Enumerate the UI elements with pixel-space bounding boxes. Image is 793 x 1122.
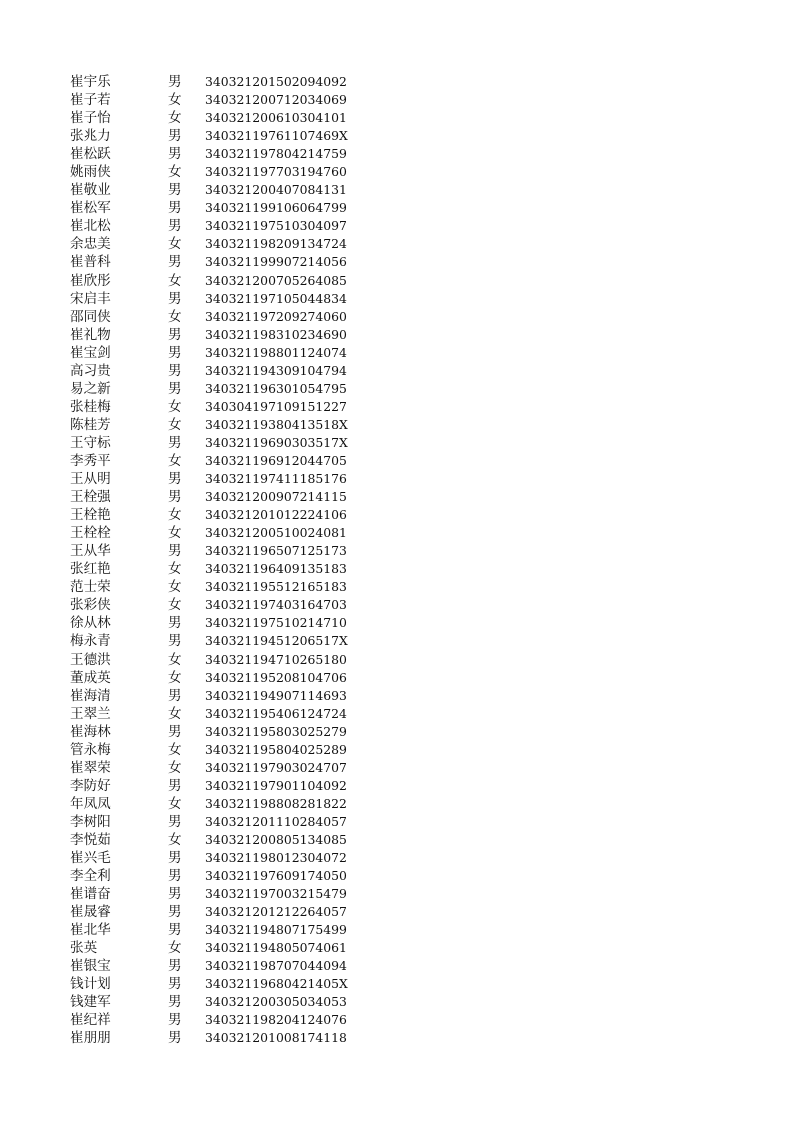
record-id-number: 340321201502094092 xyxy=(205,74,347,89)
record-row xyxy=(0,380,793,398)
record-row xyxy=(0,272,793,290)
record-id-number: 340304197109151227 xyxy=(205,398,347,414)
record-name: 张红艳 xyxy=(70,561,111,578)
record-row xyxy=(0,723,793,741)
record-gender: 男 xyxy=(168,543,182,560)
record-name: 崔晟睿 xyxy=(70,904,111,921)
record-gender: 男 xyxy=(168,904,182,921)
record-name: 崔翠荣 xyxy=(70,759,111,776)
record-gender: 男 xyxy=(168,633,182,650)
record-id-number: 340321194710265180 xyxy=(205,651,347,667)
record-row xyxy=(0,73,793,91)
record-gender: 男 xyxy=(168,128,182,145)
record-row xyxy=(0,416,793,434)
record-gender: 女 xyxy=(168,525,182,542)
record-id-number: 340321197609174050 xyxy=(205,868,347,884)
record-name: 姚雨侠 xyxy=(70,164,111,181)
record-gender: 女 xyxy=(168,669,182,686)
record-row xyxy=(0,344,793,362)
record-id-number: 340321200907214115 xyxy=(205,489,347,505)
record-name: 高习贵 xyxy=(70,362,111,379)
record-row xyxy=(0,181,793,199)
record-gender: 男 xyxy=(168,994,182,1011)
record-name: 崔礼物 xyxy=(70,326,111,343)
record-row xyxy=(0,145,793,163)
record-id-number: 340321200805134085 xyxy=(205,831,347,847)
record-name: 李防好 xyxy=(70,777,111,794)
record-id-number: 340321196301054795 xyxy=(205,380,347,396)
record-gender: 男 xyxy=(168,615,182,632)
record-id-number: 340321197901104092 xyxy=(205,777,347,793)
record-row xyxy=(0,651,793,669)
record-name: 余忠美 xyxy=(70,236,111,253)
record-name: 崔宝剑 xyxy=(70,344,111,361)
record-name: 王翠兰 xyxy=(70,705,111,722)
record-name: 王从明 xyxy=(70,471,111,488)
record-id-number: 340321198310234690 xyxy=(205,326,347,342)
record-id-number: 340321195208104706 xyxy=(205,669,347,685)
record-row xyxy=(0,705,793,723)
record-id-number: 340321195406124724 xyxy=(205,705,347,721)
record-row xyxy=(0,362,793,380)
record-name: 崔敬业 xyxy=(70,182,111,199)
record-row xyxy=(0,975,793,993)
record-row xyxy=(0,939,793,957)
record-gender: 男 xyxy=(168,958,182,975)
record-gender: 男 xyxy=(168,326,182,343)
record-id-number: 34032119380413518X xyxy=(205,416,348,432)
record-id-number: 340321194805074061 xyxy=(205,940,347,956)
record-row xyxy=(0,614,793,632)
record-row xyxy=(0,308,793,326)
record-gender: 女 xyxy=(168,110,182,127)
record-gender: 男 xyxy=(168,74,182,90)
record-row xyxy=(0,109,793,127)
record-gender: 女 xyxy=(168,398,182,415)
record-name: 钱计划 xyxy=(70,976,111,993)
record-id-number: 340321194907114693 xyxy=(205,687,347,703)
record-gender: 男 xyxy=(168,868,182,885)
record-name: 崔银宝 xyxy=(70,958,111,975)
record-id-number: 340321200510024081 xyxy=(205,525,347,541)
record-gender: 女 xyxy=(168,940,182,957)
record-name: 崔兴毛 xyxy=(70,850,111,867)
record-row xyxy=(0,578,793,596)
record-row xyxy=(0,669,793,687)
record-row xyxy=(0,199,793,217)
record-id-number: 340321197903024707 xyxy=(205,759,347,775)
record-gender: 女 xyxy=(168,795,182,812)
record-row xyxy=(0,290,793,308)
record-name: 王守标 xyxy=(70,434,111,451)
record-id-number: 34032119690303517X xyxy=(205,434,348,450)
record-row xyxy=(0,957,793,975)
record-row xyxy=(0,470,793,488)
record-id-number: 340321197804214759 xyxy=(205,146,347,162)
record-name: 崔谱奋 xyxy=(70,886,111,903)
record-gender: 男 xyxy=(168,380,182,397)
record-id-number: 340321196507125173 xyxy=(205,543,347,559)
record-id-number: 34032119761107469X xyxy=(205,128,348,144)
record-row xyxy=(0,741,793,759)
record-id-number: 340321194807175499 xyxy=(205,922,347,938)
record-gender: 男 xyxy=(168,850,182,867)
record-row xyxy=(0,326,793,344)
record-id-number: 340321200705264085 xyxy=(205,272,347,288)
record-gender: 男 xyxy=(168,218,182,235)
record-gender: 女 xyxy=(168,759,182,776)
record-id-number: 340321195803025279 xyxy=(205,723,347,739)
record-id-number: 340321197703194760 xyxy=(205,164,347,180)
record-id-number: 340321197403164703 xyxy=(205,597,347,613)
record-row xyxy=(0,524,793,542)
record-id-number: 34032119680421405X xyxy=(205,976,348,992)
record-name: 崔松军 xyxy=(70,200,111,217)
record-name: 崔子若 xyxy=(70,92,111,109)
record-name: 张兆力 xyxy=(70,128,111,145)
record-gender: 女 xyxy=(168,507,182,524)
record-id-number: 340321195512165183 xyxy=(205,579,347,595)
record-name: 崔普科 xyxy=(70,254,111,271)
record-gender: 男 xyxy=(168,362,182,379)
record-id-number: 340321198808281822 xyxy=(205,795,347,811)
record-name: 徐从林 xyxy=(70,615,111,632)
record-name: 钱建军 xyxy=(70,994,111,1011)
record-gender: 女 xyxy=(168,308,182,325)
record-id-number: 340321196409135183 xyxy=(205,561,347,577)
record-gender: 男 xyxy=(168,200,182,217)
record-row xyxy=(0,921,793,939)
record-id-number: 340321194309104794 xyxy=(205,362,347,378)
record-row xyxy=(0,759,793,777)
record-list xyxy=(0,73,793,1048)
record-gender: 男 xyxy=(168,922,182,939)
record-id-number: 340321197411185176 xyxy=(205,471,347,487)
record-row xyxy=(0,813,793,831)
record-name: 张桂梅 xyxy=(70,398,111,415)
record-gender: 女 xyxy=(168,579,182,596)
record-name: 陈桂芳 xyxy=(70,416,111,433)
record-name: 崔欣彤 xyxy=(70,272,111,289)
record-name: 李全利 xyxy=(70,868,111,885)
record-gender: 女 xyxy=(168,597,182,614)
record-row xyxy=(0,127,793,145)
record-gender: 女 xyxy=(168,164,182,181)
record-id-number: 340321201012224106 xyxy=(205,507,347,523)
record-name: 王德洪 xyxy=(70,651,111,668)
record-row xyxy=(0,885,793,903)
record-name: 崔子怡 xyxy=(70,110,111,127)
record-id-number: 340321197510214710 xyxy=(205,615,347,631)
record-gender: 男 xyxy=(168,290,182,307)
record-gender: 男 xyxy=(168,471,182,488)
record-name: 张彩侠 xyxy=(70,597,111,614)
record-id-number: 340321198209134724 xyxy=(205,236,347,252)
record-name: 崔宇乐 xyxy=(70,74,111,90)
record-id-number: 340321196912044705 xyxy=(205,452,347,468)
record-row xyxy=(0,632,793,650)
record-row xyxy=(0,398,793,416)
record-row xyxy=(0,488,793,506)
record-gender: 男 xyxy=(168,1012,182,1029)
record-row xyxy=(0,163,793,181)
record-gender: 男 xyxy=(168,434,182,451)
record-row xyxy=(0,217,793,235)
record-id-number: 340321195804025289 xyxy=(205,741,347,757)
record-row xyxy=(0,434,793,452)
record-gender: 男 xyxy=(168,886,182,903)
record-id-number: 340321200610304101 xyxy=(205,110,347,126)
record-name: 易之新 xyxy=(70,380,111,397)
record-name: 范士荣 xyxy=(70,579,111,596)
record-id-number: 340321199106064799 xyxy=(205,200,347,216)
record-gender: 男 xyxy=(168,687,182,704)
record-id-number: 340321200305034053 xyxy=(205,994,347,1010)
record-id-number: 34032119451206517X xyxy=(205,633,348,649)
record-name: 邵同侠 xyxy=(70,308,111,325)
record-name: 张英 xyxy=(70,940,98,957)
record-row xyxy=(0,1029,793,1047)
record-name: 崔北松 xyxy=(70,218,111,235)
record-name: 王从华 xyxy=(70,543,111,560)
record-name: 崔纪祥 xyxy=(70,1012,111,1029)
record-id-number: 340321197209274060 xyxy=(205,308,347,324)
record-gender: 男 xyxy=(168,723,182,740)
record-id-number: 340321197105044834 xyxy=(205,290,347,306)
record-name: 李树阳 xyxy=(70,813,111,830)
record-name: 崔海林 xyxy=(70,723,111,740)
record-row xyxy=(0,253,793,271)
record-row xyxy=(0,560,793,578)
record-name: 崔北华 xyxy=(70,922,111,939)
record-id-number: 340321199907214056 xyxy=(205,254,347,270)
record-id-number: 340321200407084131 xyxy=(205,182,347,198)
record-row xyxy=(0,903,793,921)
record-name: 管永梅 xyxy=(70,741,111,758)
record-gender: 男 xyxy=(168,344,182,361)
record-gender: 男 xyxy=(168,182,182,199)
record-row xyxy=(0,596,793,614)
record-row xyxy=(0,795,793,813)
record-gender: 女 xyxy=(168,741,182,758)
record-id-number: 340321198012304072 xyxy=(205,850,347,866)
record-row xyxy=(0,831,793,849)
record-id-number: 340321198801124074 xyxy=(205,344,347,360)
record-gender: 男 xyxy=(168,146,182,163)
record-gender: 女 xyxy=(168,416,182,433)
record-gender: 男 xyxy=(168,976,182,993)
record-id-number: 340321201212264057 xyxy=(205,904,347,920)
record-gender: 女 xyxy=(168,92,182,109)
record-gender: 女 xyxy=(168,452,182,469)
record-gender: 女 xyxy=(168,831,182,848)
record-name: 李秀平 xyxy=(70,452,111,469)
record-gender: 男 xyxy=(168,1030,182,1047)
record-gender: 女 xyxy=(168,705,182,722)
record-name: 李悦茹 xyxy=(70,831,111,848)
record-id-number: 340321197510304097 xyxy=(205,218,347,234)
record-row xyxy=(0,452,793,470)
record-row xyxy=(0,235,793,253)
record-gender: 女 xyxy=(168,561,182,578)
record-name: 崔海清 xyxy=(70,687,111,704)
record-name: 王栓艳 xyxy=(70,507,111,524)
record-gender: 男 xyxy=(168,777,182,794)
record-row xyxy=(0,506,793,524)
record-row xyxy=(0,849,793,867)
record-name: 崔松跃 xyxy=(70,146,111,163)
record-gender: 女 xyxy=(168,651,182,668)
record-gender: 男 xyxy=(168,489,182,506)
record-name: 王栓强 xyxy=(70,489,111,506)
record-name: 王栓栓 xyxy=(70,525,111,542)
record-row xyxy=(0,867,793,885)
record-name: 崔朋朋 xyxy=(70,1030,111,1047)
record-id-number: 340321201008174118 xyxy=(205,1030,347,1046)
record-id-number: 340321200712034069 xyxy=(205,92,347,108)
record-gender: 男 xyxy=(168,254,182,271)
record-id-number: 340321198707044094 xyxy=(205,958,347,974)
record-name: 梅永青 xyxy=(70,633,111,650)
record-row xyxy=(0,542,793,560)
record-name: 董成英 xyxy=(70,669,111,686)
record-row xyxy=(0,993,793,1011)
record-row xyxy=(0,91,793,109)
record-gender: 男 xyxy=(168,813,182,830)
record-id-number: 340321197003215479 xyxy=(205,886,347,902)
record-id-number: 340321201110284057 xyxy=(205,813,347,829)
record-name: 年凤凤 xyxy=(70,795,111,812)
record-row xyxy=(0,1011,793,1029)
record-row xyxy=(0,687,793,705)
record-row xyxy=(0,777,793,795)
record-gender: 女 xyxy=(168,236,182,253)
record-name: 宋启丰 xyxy=(70,290,111,307)
record-id-number: 340321198204124076 xyxy=(205,1012,347,1028)
record-gender: 女 xyxy=(168,272,182,289)
